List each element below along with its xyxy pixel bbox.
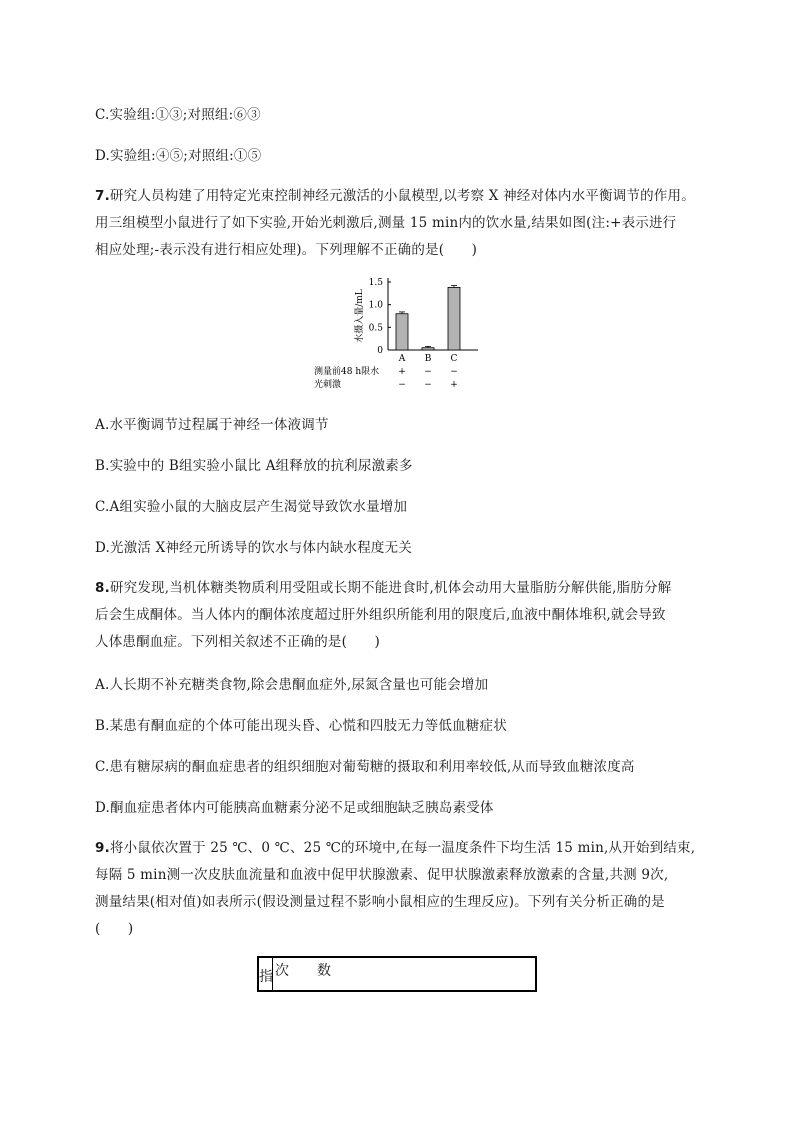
option-d-q7: D.光激活 X神经元所诱导的饮水与体内缺水程度无关 bbox=[95, 540, 413, 556]
question-8-line-3: 人体患酮血症。下列相关叙述不正确的是( ) bbox=[95, 634, 380, 650]
question-number: 7. bbox=[95, 188, 110, 204]
question-number: 9. bbox=[95, 840, 110, 856]
water-intake-chart bbox=[310, 272, 500, 400]
treatment-mark: + bbox=[398, 367, 406, 377]
y-tick-label: 1.0 bbox=[368, 300, 383, 311]
bar bbox=[422, 348, 434, 350]
question-8-line-1 bbox=[95, 576, 671, 596]
question-text: 将小鼠依次置于 25 ℃、0 ℃、25 ℃的环境中,在每一温度条件下均生活 15 min,从开始到结束, bbox=[109, 840, 696, 856]
option-a-q8: A.人长期不补充糖类食物,除会患酮血症外,尿氮含量也可能会增加 bbox=[95, 677, 489, 693]
category-label: C bbox=[450, 354, 458, 364]
bar bbox=[448, 287, 460, 350]
treatment-label: 光刺激 bbox=[314, 380, 342, 390]
option-d-q8: D.酮血症患者体内可能胰高血糖素分泌不足或细胞缺乏胰岛素受体 bbox=[95, 800, 494, 816]
option-b-q7: B.实验中的 B组实验小鼠比 A组释放的抗利尿激素多 bbox=[95, 458, 413, 474]
treatment-label: 测量前48 h限水 bbox=[314, 367, 380, 377]
option-a-q7: A.水平衡调节过程属于神经一体液调节 bbox=[95, 417, 329, 433]
option-d-q6: D.实验组:④⑤;对照组:①⑤ bbox=[95, 148, 262, 164]
category-label: B bbox=[424, 354, 432, 364]
bar bbox=[396, 314, 408, 350]
question-text: 研究人员构建了用特定光束控制神经元激活的小鼠模型,以考察 X 神经对体内水平衡调节的作用。 bbox=[109, 188, 695, 204]
option-c-q8: C.患有糖尿病的酮血症患者的组织细胞对葡萄糖的摄取和利用率较低,从而导致血糖浓度高 bbox=[95, 759, 635, 775]
question-7-line-1 bbox=[95, 184, 695, 204]
question-8-line-2: 后会生成酮体。当人体内的酮体浓度超过肝外组织所能利用的限度后,血液中酮体堆积,就会导致 bbox=[95, 607, 666, 623]
y-tick-label: 0 bbox=[377, 346, 383, 356]
table-header-times: 次 bbox=[275, 963, 289, 979]
question-7-line-3: 相应处理;-表示没有进行相应处理)。下列理解不正确的是( ) bbox=[95, 242, 478, 258]
treatment-mark: − bbox=[424, 367, 432, 377]
question-9-line-1 bbox=[95, 836, 695, 856]
y-tick-label: 1.5 bbox=[368, 278, 383, 288]
table-header-indicator: 指 bbox=[259, 969, 273, 985]
y-tick-label: 0.5 bbox=[368, 323, 383, 334]
question-9-line-2: 每隔 5 min测一次皮肤血流量和血液中促甲状腺激素、促甲状腺激素释放激素的含量,共测 9次, bbox=[95, 867, 669, 883]
table-header-count: 数 bbox=[317, 963, 331, 979]
option-b-q8: B.某患有酮血症的个体可能出现头昏、心慌和四肢无力等低血糖症状 bbox=[95, 718, 507, 734]
option-c-q7: C.A组实验小鼠的大脑皮层产生渴觉导致饮水量增加 bbox=[95, 499, 408, 515]
treatment-mark: − bbox=[398, 380, 406, 390]
data-table bbox=[257, 956, 537, 992]
chart-svg bbox=[310, 272, 500, 400]
question-text: 研究发现,当机体糖类物质利用受阻或长期不能进食时,机体会动用大量脂肪分解供能,脂肪分解 bbox=[109, 580, 672, 596]
question-9-line-4: ( ) bbox=[95, 921, 134, 937]
category-label: A bbox=[398, 354, 406, 364]
treatment-mark: + bbox=[450, 380, 458, 390]
treatment-mark: − bbox=[424, 380, 432, 390]
question-9-line-3: 测量结果(相对值)如表所示(假设测量过程不影响小鼠相应的生理反应)。下列有关分析正确的是 bbox=[95, 894, 665, 910]
treatment-mark: − bbox=[450, 367, 458, 377]
question-number: 8. bbox=[95, 580, 110, 596]
y-axis-label: 水摄入量/mL bbox=[355, 289, 365, 343]
option-c-q6: C.实验组:①③;对照组:⑥③ bbox=[95, 107, 261, 123]
question-7-line-2: 用三组模型小鼠进行了如下实验,开始光刺激后,测量 15 min内的饮水量,结果如图(注:+表示进行 bbox=[95, 215, 677, 231]
